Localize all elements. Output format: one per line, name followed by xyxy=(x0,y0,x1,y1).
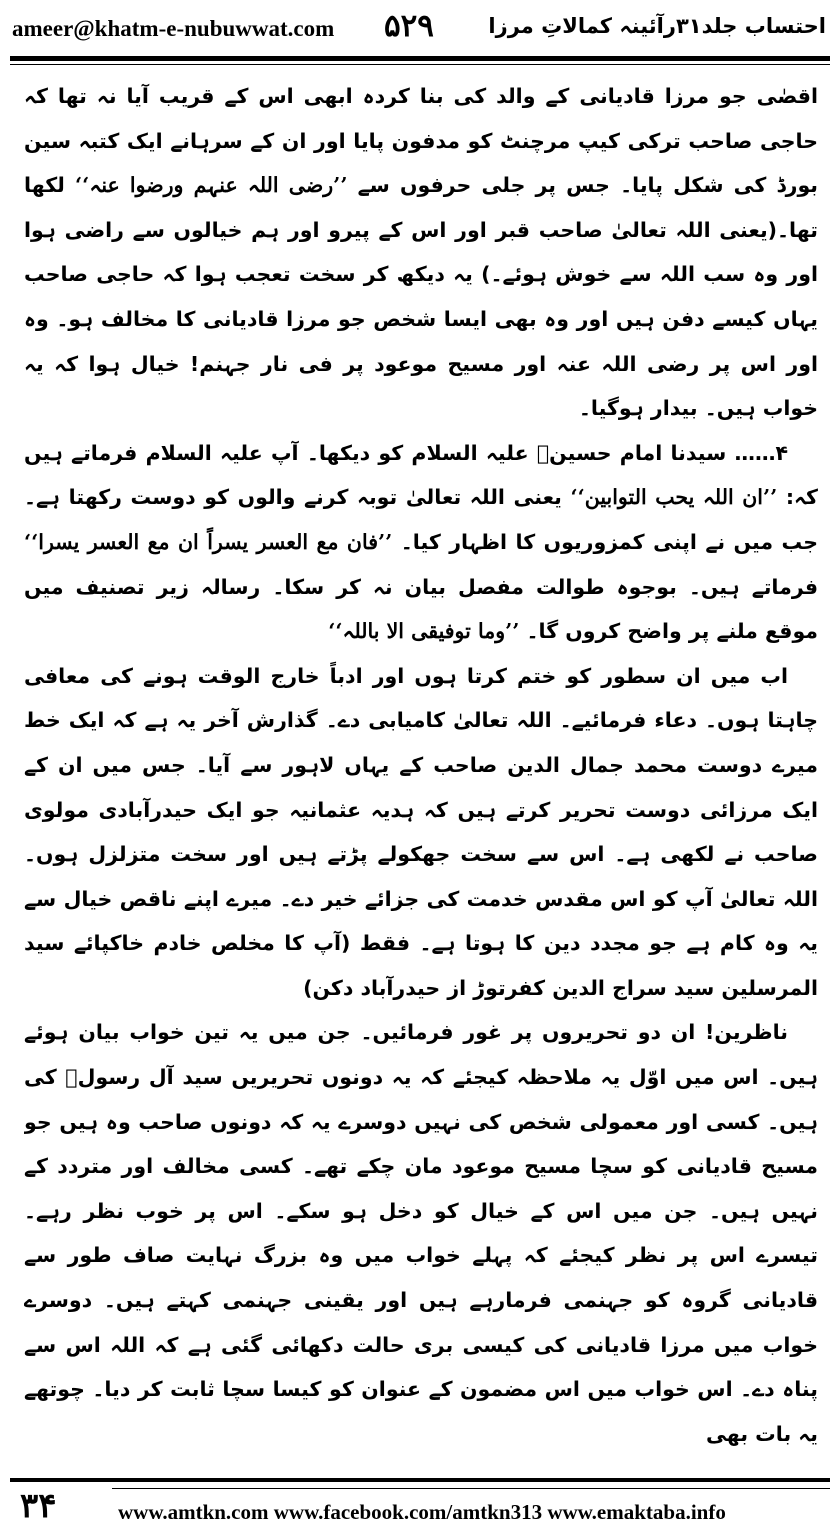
arabic-quote-radi-allah: ’’رضی اللہ عنہم ورضوا عنہ‘‘ xyxy=(75,173,348,198)
header-page-number: ۵۲۹ xyxy=(384,8,434,44)
paragraph-1-text-a: اقصٰی جو مرزا قادیانی کے والد کی بنا کردہ ابھی اس کے قریب آیا نہ تھا کہ حاجی صاحب ترکی کیپ مرچنٹ کو مدفون پایا اور ان کے سرہانے ایک کتبہ سین بورڈ کی شکل پایا۔ جس پر جلی حرفوں سے xyxy=(24,84,818,198)
paragraph-2-text-b: یعنی اللہ تعالیٰ توبہ کرنے والوں کو دوست رکھتا ہے۔ جب میں نے اپنی کمزوریوں کا اظہار کیا۔ xyxy=(24,485,818,554)
header-book-title: احتساب جلد۳۱رآئینہ کمالاتِ مرزا xyxy=(488,14,826,38)
arabic-quote-tawwabin: ’’ان اللہ یحب التوابین‘‘ xyxy=(570,485,778,510)
paragraph-2-text-a: ۴…… سیدنا امام حسینؓ علیہ السلام کو دیکھا۔ آپ علیہ السلام فرماتے ہیں کہ: xyxy=(24,440,818,510)
paragraph-2-text-c: فرماتے ہیں۔ بوجوہ طوالت مفصل بیان نہ کر سکا۔ رسالہ زیر تصنیف میں موقع ملنے پر واضح کروں گا۔ xyxy=(24,574,818,644)
arabic-quote-tawfiqi: ’’وما توفیقی الا باللہ‘‘ xyxy=(328,619,520,644)
footer-urls: www.amtkn.com www.facebook.com/amtkn313 www.emaktaba.info xyxy=(118,1500,726,1524)
page-header xyxy=(0,0,840,62)
header-rule-thick xyxy=(10,56,830,61)
arabic-quote-usr-yusr: ’’فان مع العسر یسراً ان مع العسر یسرا‘‘ xyxy=(24,529,393,554)
paragraph-4: ناظرین! ان دو تحریروں پر غور فرمائیں۔ جن میں یہ تین خواب بیان ہوئے ہیں۔ اس میں اوّل یہ ملاحظہ کیجئے کہ یہ دونوں تحریریں سید آل رسولؐ کی ہیں۔ کسی اور معمولی شخص کی نہیں دوسرے یہ کہ دونوں صاحب وہ ہیں جو مسیح قادیانی کو سچا مسیح موعود مان چکے تھے۔ کسی مخالف اور متردد کے نہیں ہیں۔ جن میں اس کے خیال کو دخل ہو سکے۔ اس پر خوب نظر رہے۔ تیسرے اس پر نظر کیجئے کہ پہلے خواب میں وہ بزرگ نہایت صاف طور سے قادیانی گروہ کو جہنمی فرمارہے ہیں اور یقینی جہنمی کہتے ہیں۔ دوسرے خواب میں مرزا قادیانی کی کیسی بری حالت دکھائی گئی ہے کہ اللہ اس سے پناہ دے۔ اس خواب میں اس مضمون کے عنوان کو کیسا سچا ثابت کر دیا۔ چوتھے یہ بات بھی xyxy=(24,1020,818,1446)
footer-page-number: ۳۴ xyxy=(20,1486,57,1526)
paragraph-2 xyxy=(24,431,818,654)
paragraph-1-text-b: لکھا تھا۔(یعنی اللہ تعالیٰ صاحب قبر اور اس کے پیرو اور ہم خیالوں سے راضی ہوا اور وہ سب اللہ سے خوش ہوئے۔) یہ دیکھ کر سخت تعجب ہوا کہ حاجی صاحب یہاں کیسے دفن ہیں اور وہ بھی ایسا شخص جو مرزا قادیانی کا مخالف ہو۔ وہ اور اس پر رضی اللہ عنہ اور مسیح موعود پر فی نار جہنم! خیال ہوا کہ یہ خواب ہیں۔ بیدار ہوگیا۔ xyxy=(24,173,818,421)
paragraph-3: اب میں ان سطور کو ختم کرتا ہوں اور ادباً خارج الوقت ہونے کی معافی چاہتا ہوں۔ دعاء فرمائیے۔ اللہ تعالیٰ کامیابی دے۔ گذارش آخر یہ ہے کہ ایک خط میرے دوست محمد جمال الدین صاحب کے یہاں لاہور سے آیا۔ جس میں ان کے ایک مرزائی دوست تحریر کرتے ہیں کہ ہدیہ عثمانیہ جو ایک حیدرآبادی مولوی صاحب نے لکھی ہے۔ اس سے سخت جھکولے پڑتے ہیں اور سخت متزلزل ہوں۔ اللہ تعالیٰ آپ کو اس مقدس خدمت کی جزائے خیر دے۔ میرے اپنے ناقص خیال سے یہ وہ کام ہے جو مجدد دین کا ہوتا ہے۔ فقط (آپ کا مخلص خادم خاکپائے سید المرسلین سید سراج الدین کفرتوڑ از حیدرآباد دکن) xyxy=(24,663,818,1000)
header-rule-thin xyxy=(10,64,830,65)
footer-rule-thick xyxy=(10,1478,830,1482)
header-email: ameer@khatm-e-nubuwwat.com xyxy=(12,16,335,41)
page-body xyxy=(24,74,818,1474)
paragraph-1 xyxy=(24,74,818,431)
footer-rule-thin xyxy=(112,1488,830,1489)
